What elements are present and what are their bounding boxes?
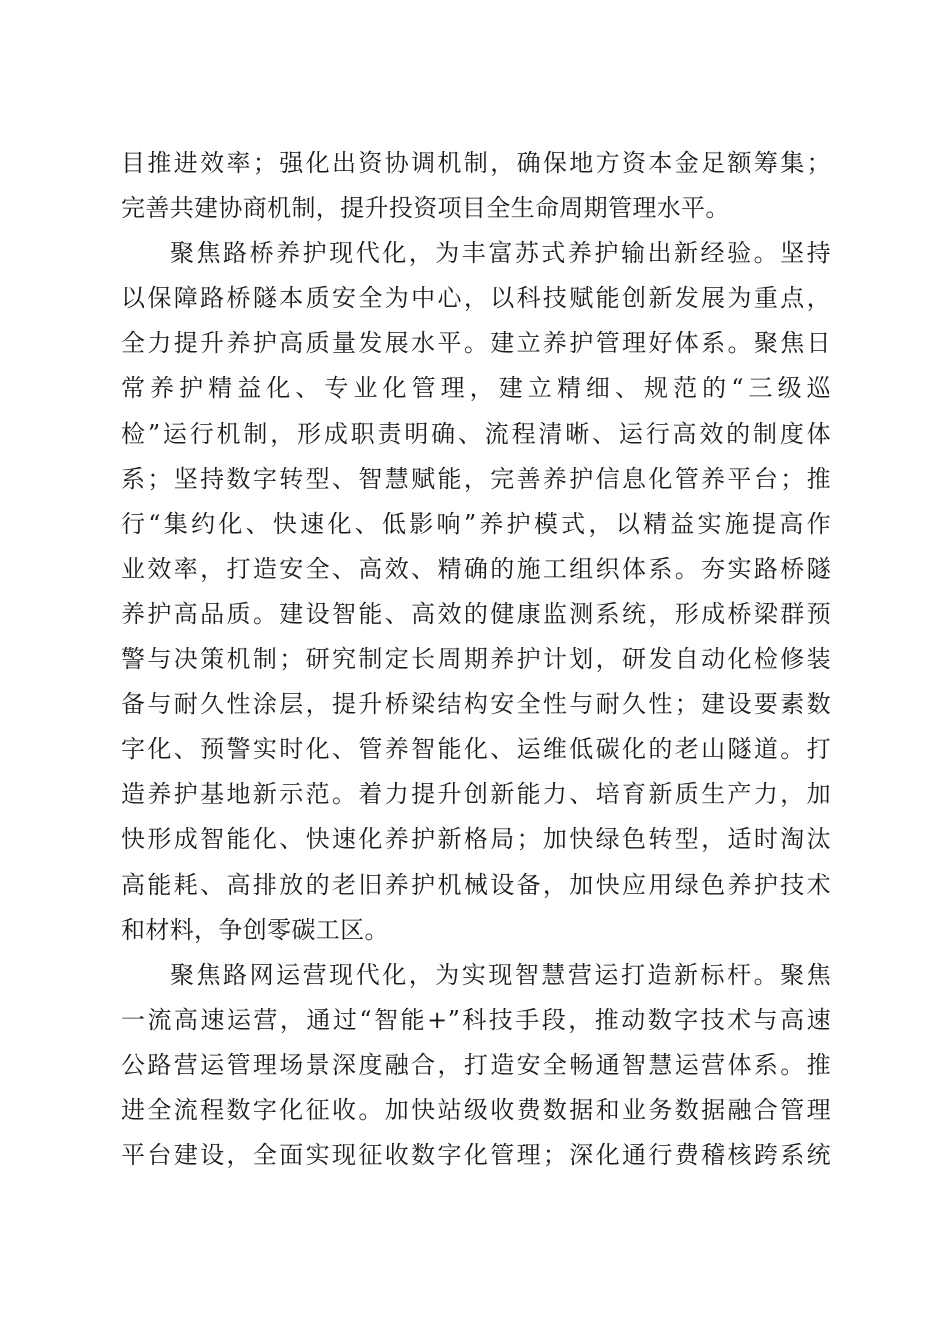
- text-line: 和材料，争创零碳工区。: [121, 915, 389, 944]
- text-line: 进全流程数字化征收。加快站级收费数据和业务数据融合管理: [121, 1095, 831, 1124]
- text-line: 完善共建协商机制，提升投资项目全生命周期管理水平。: [121, 194, 730, 223]
- text-line: 目推进效率；强化出资协调机制，确保地方资本金足额筹集；: [121, 149, 831, 177]
- text-line: 造养护基地新示范。着力提升创新能力、培育新质生产力，加: [121, 780, 831, 809]
- text-line: 全力提升养护高质量发展水平。建立养护管理好体系。聚焦日: [121, 329, 831, 358]
- text-line: 警与决策机制；研究制定长周期养护计划，研发自动化检修装: [121, 645, 831, 674]
- paragraph-start-line: 聚焦路桥养护现代化，为丰富苏式养护输出新经验。坚持: [170, 239, 831, 268]
- text-line: 字化、预警实时化、管养智能化、运维低碳化的老山隧道。打: [121, 735, 831, 764]
- text-line: 一流高速运营，通过“智能+”科技手段，推动数字技术与高速: [121, 1005, 831, 1034]
- text-line: 高能耗、高排放的老旧养护机械设备，加快应用绿色养护技术: [121, 870, 831, 899]
- text-line: 养护高品质。建设智能、高效的健康监测系统，形成桥梁群预: [121, 599, 831, 628]
- paragraph-start-line: 聚焦路网运营现代化，为实现智慧营运打造新标杆。聚焦: [170, 960, 831, 989]
- text-line: 业效率，打造安全、高效、精确的施工组织体系。夯实路桥隧: [121, 554, 831, 583]
- text-line: 检”运行机制，形成职责明确、流程清晰、运行高效的制度体: [121, 419, 831, 448]
- text-line: 快形成智能化、快速化养护新格局；加快绿色转型，适时淘汰: [121, 825, 831, 854]
- text-line: 公路营运管理场景深度融合，打造安全畅通智慧运营体系。推: [121, 1050, 831, 1079]
- text-line: 常养护精益化、专业化管理，建立精细、规范的“三级巡: [121, 374, 831, 403]
- text-line: 平台建设，全面实现征收数字化管理；深化通行费稽核跨系统: [121, 1141, 831, 1170]
- text-line: 以保障路桥隧本质安全为中心，以科技赋能创新发展为重点，: [121, 284, 831, 313]
- text-line: 行“集约化、快速化、低影响”养护模式，以精益实施提高作: [121, 509, 831, 538]
- text-line: 系；坚持数字转型、智慧赋能，完善养护信息化管养平台；推: [121, 464, 831, 493]
- text-line: 备与耐久性涂层，提升桥梁结构安全性与耐久性；建设要素数: [121, 690, 831, 719]
- body-text: [121, 141, 831, 1178]
